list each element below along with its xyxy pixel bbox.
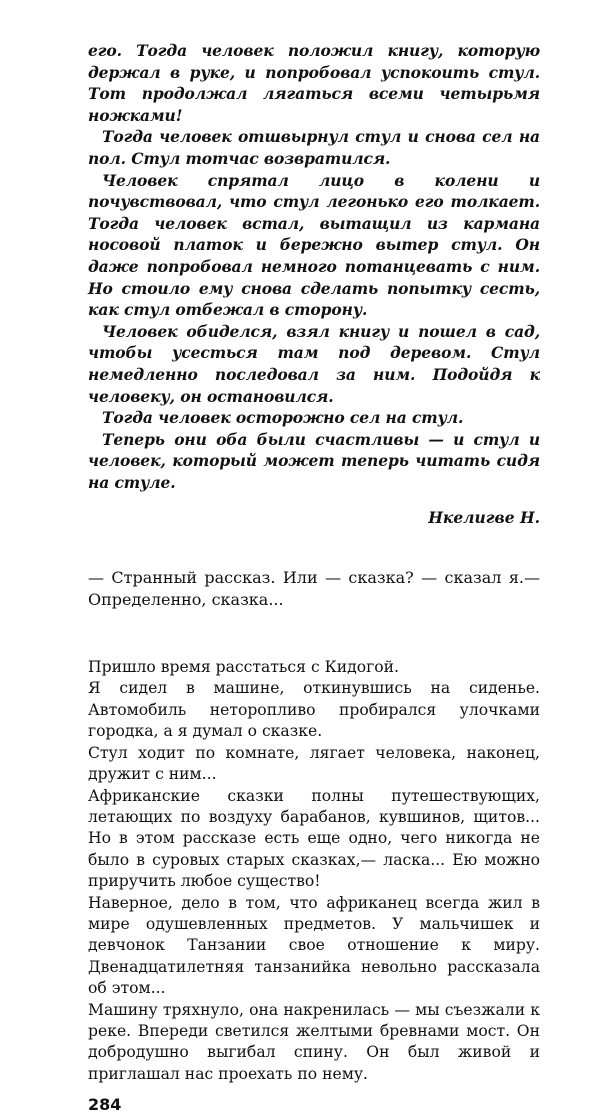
narrative-paragraph: Африканские сказки полны путешествующих, летающих по воздуху барабанов, кувшинов, щитов... Но в этом рассказе есть еще одно, чего никогда не было в суровых старых сказках,— ласка... Ею можно приручить любое существо! <box>88 786 540 891</box>
story-paragraph: Тогда человек отшвырнул стул и снова сел на пол. Стул тотчас возвратился. <box>88 127 540 168</box>
narrative-paragraph: Я сидел в машине, откинувшись на сиденье. Автомобиль неторопливо пробирался улочками городка, а я думал о сказке. <box>88 679 540 741</box>
narrative-paragraph: Стул ходит по комнате, лягает человека, наконец, дружит с ним... <box>88 743 540 784</box>
dialog-section <box>88 567 540 611</box>
story-paragraph: Теперь они оба были счастливы — и стул и человек, который может теперь читать сидя на стуле. <box>88 429 540 492</box>
narrative-paragraph: Пришло время расстаться с Кидогой. <box>88 658 399 677</box>
narrative-paragraph: Машину тряхнуло, она накренилась — мы съезжали к реке. Впереди светился желтыми бревнами мост. Он добродушно выгибал спину. Он был живой и приглашал нас проехать по нему. <box>88 1000 540 1083</box>
story-author: Нкелигве Н. <box>428 508 540 528</box>
page-number: 284 <box>88 1095 122 1114</box>
narrative-section <box>88 657 540 1085</box>
story-paragraph: Человек обиделся, взял книгу и пошел в сад, чтобы усесться там под деревом. Стул немедленно последовал за ним. Подойдя к человеку, он остановился. <box>88 321 540 406</box>
story-section <box>88 40 540 529</box>
story-paragraph: Человек спрятал лицо в колени и почувствовал, что стул легонько его толкает. Тогда человек встал, вытащил из кармана носовой платок и бережно вытер стул. Он даже попробовал немного потанцевать с ним. Но стоило ему снова сделать попытку сесть, как стул отбежал в сторону. <box>88 170 540 320</box>
narrative-paragraph: Наверное, дело в том, что африканец всегда жил в мире одушевленных предметов. У мальчишек и девчонок Танзании свое отношение к миру. Двенадцатилетняя танзанийка невольно рассказала об этом... <box>88 893 540 998</box>
book-page <box>88 40 540 1114</box>
story-paragraph: его. Тогда человек положил книгу, которую держал в руке, и попробовал успокоить стул. Тот продолжал лягаться всеми четырьмя ножками! <box>88 41 540 125</box>
story-paragraph: Тогда человек осторожно сел на стул. <box>101 408 464 428</box>
section-gap <box>88 611 540 657</box>
dialog-paragraph: — Странный рассказ. Или — сказка? — сказал я.— Определенно, сказка... <box>88 568 540 610</box>
section-gap <box>88 529 540 567</box>
